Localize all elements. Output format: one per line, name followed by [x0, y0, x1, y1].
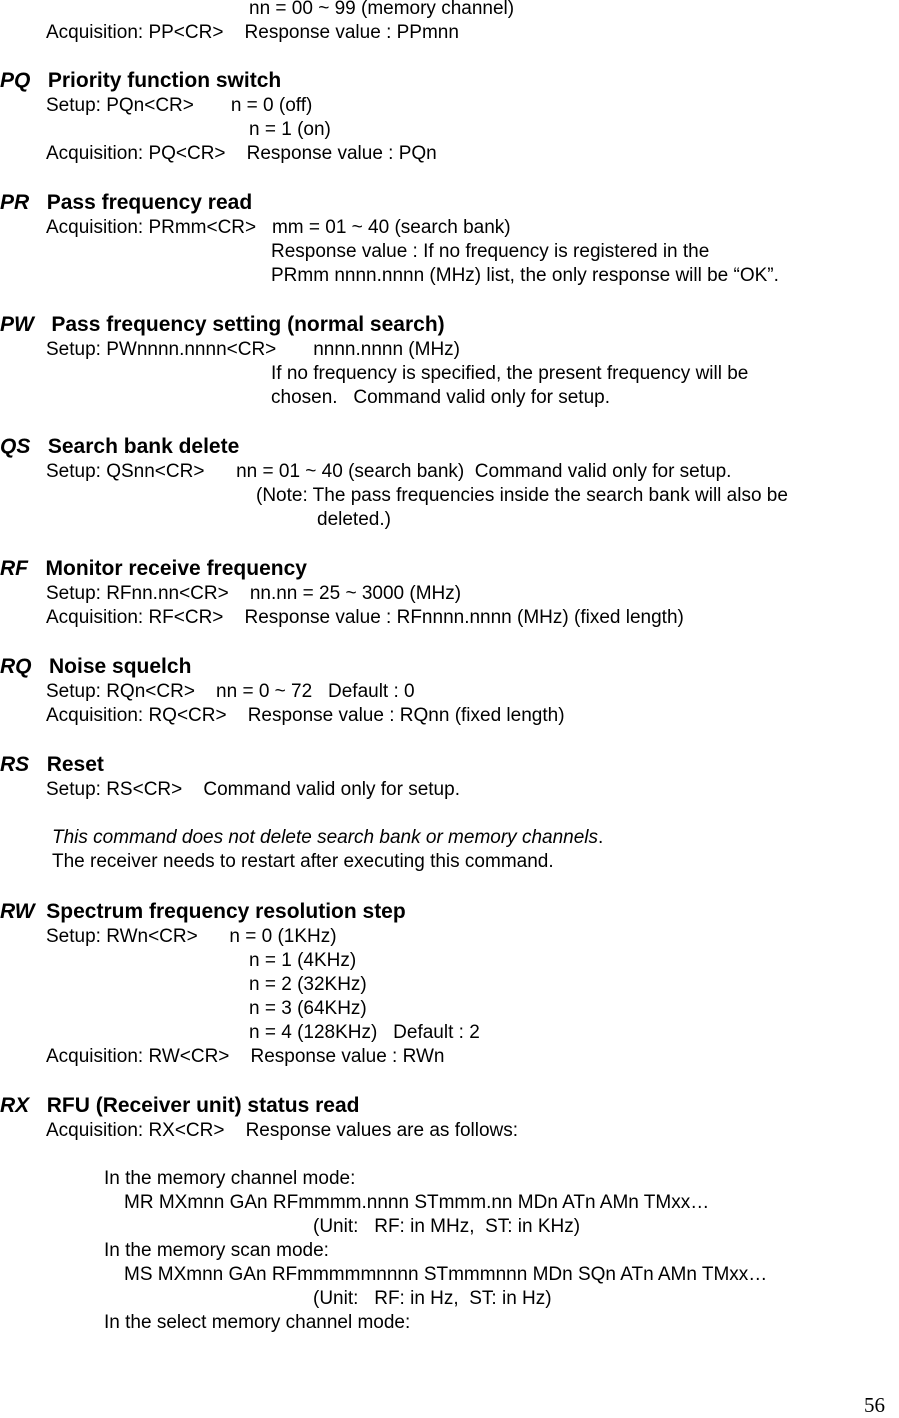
pq-setup: Setup: PQn<CR> n = 0 (off) — [46, 95, 313, 116]
rq-acquisition: Acquisition: RQ<CR> Response value : RQnn (fixed length) — [46, 705, 565, 726]
section-heading-qs — [0, 435, 239, 459]
rs-note — [52, 826, 603, 850]
command-code: RF — [0, 557, 28, 580]
rw-option-1: n = 1 (4KHz) — [249, 950, 357, 971]
rs-setup: Setup: RS<CR> Command valid only for setup. — [46, 779, 460, 800]
pr-response-cont: PRmm nnnn.nnnn (MHz) list, the only response will be “OK”. — [271, 265, 779, 286]
section-title: Reset — [46, 753, 104, 776]
rx-memory-channel-response: MR MXmnn GAn RFmmmm.nnnn STmmm.nn MDn ATn AMn TMxx… — [124, 1192, 710, 1213]
section-title: RFU (Receiver unit) status read — [46, 1094, 360, 1117]
rf-acquisition: Acquisition: RF<CR> Response value : RFnnnn.nnnn (MHz) (fixed length) — [46, 607, 684, 628]
rx-memory-channel-units: (Unit: RF: in MHz, ST: in KHz) — [313, 1216, 581, 1237]
pw-note: If no frequency is specified, the present frequency will be — [271, 363, 749, 384]
rx-memory-scan-response: MS MXmnn GAn RFmmmmmnnnn STmmmnnn MDn SQn ATn AMn TMxx… — [124, 1264, 768, 1285]
rw-option-3: n = 3 (64KHz) — [249, 998, 367, 1019]
qs-note-cont: deleted.) — [317, 509, 391, 530]
command-code: RX — [0, 1094, 30, 1117]
rs-note-italic: This command does not delete search bank or memory channels — [52, 827, 598, 848]
section-title: Pass frequency setting (normal search) — [51, 313, 445, 336]
section-title: Noise squelch — [49, 655, 192, 678]
pr-acquisition: Acquisition: PRmm<CR> mm = 01 ~ 40 (search bank) — [46, 217, 511, 238]
rw-option-4: n = 4 (128KHz) Default : 2 — [249, 1022, 480, 1043]
section-title: Monitor receive frequency — [45, 557, 307, 580]
qs-setup: Setup: QSnn<CR> nn = 01 ~ 40 (search bank) Command valid only for setup. — [46, 461, 732, 482]
rw-acquisition: Acquisition: RW<CR> Response value : RWn — [46, 1046, 445, 1067]
section-heading-rw — [0, 900, 406, 924]
rw-option-2: n = 2 (32KHz) — [249, 974, 367, 995]
command-code: RS — [0, 753, 30, 776]
pw-setup: Setup: PWnnnn.nnnn<CR> nnnn.nnnn (MHz) — [46, 339, 461, 360]
rx-memory-scan-units: (Unit: RF: in Hz, ST: in Hz) — [313, 1288, 552, 1309]
rq-setup: Setup: RQn<CR> nn = 0 ~ 72 Default : 0 — [46, 681, 415, 702]
rs-restart-note: The receiver needs to restart after executing this command. — [52, 851, 554, 872]
memory-channel-range: nn = 00 ~ 99 (memory channel) — [249, 0, 515, 19]
rw-setup: Setup: RWn<CR> n = 0 (1KHz) — [46, 926, 337, 947]
section-heading-rs — [0, 753, 104, 777]
section-heading-pr — [0, 191, 252, 215]
rx-memory-channel-mode: In the memory channel mode: — [104, 1168, 356, 1189]
rx-select-memory-mode: In the select memory channel mode: — [104, 1312, 411, 1333]
section-title: Spectrum frequency resolution step — [46, 900, 406, 923]
command-code: RW — [0, 900, 35, 923]
section-title: Search bank delete — [47, 435, 240, 458]
section-heading-pq — [0, 69, 281, 93]
section-heading-pw — [0, 313, 445, 337]
pq-acquisition: Acquisition: PQ<CR> Response value : PQn — [46, 143, 437, 164]
rx-memory-scan-mode: In the memory scan mode: — [104, 1240, 329, 1261]
qs-note: (Note: The pass frequencies inside the search bank will also be — [256, 485, 788, 506]
section-heading-rf — [0, 557, 307, 581]
command-code: PR — [0, 191, 30, 214]
section-heading-rq — [0, 655, 191, 679]
page-number: 56 — [864, 1393, 885, 1417]
command-code: RQ — [0, 655, 32, 678]
rs-note-period: . — [598, 827, 604, 848]
command-code: PW — [0, 313, 34, 336]
rx-acquisition: Acquisition: RX<CR> Response values are as follows: — [46, 1120, 519, 1141]
section-title: Pass frequency read — [46, 191, 253, 214]
pw-note-cont: chosen. Command valid only for setup. — [271, 387, 611, 408]
pq-setup-on: n = 1 (on) — [249, 119, 331, 140]
command-code: QS — [0, 435, 31, 458]
command-code: PQ — [0, 69, 31, 92]
section-heading-rx — [0, 1094, 359, 1118]
rf-setup: Setup: RFnn.nn<CR> nn.nn = 25 ~ 3000 (MHz) — [46, 583, 462, 604]
pp-acquisition: Acquisition: PP<CR> Response value : PPmnn — [46, 22, 459, 43]
section-title: Priority function switch — [47, 69, 282, 92]
pr-response: Response value : If no frequency is registered in the — [271, 241, 710, 262]
